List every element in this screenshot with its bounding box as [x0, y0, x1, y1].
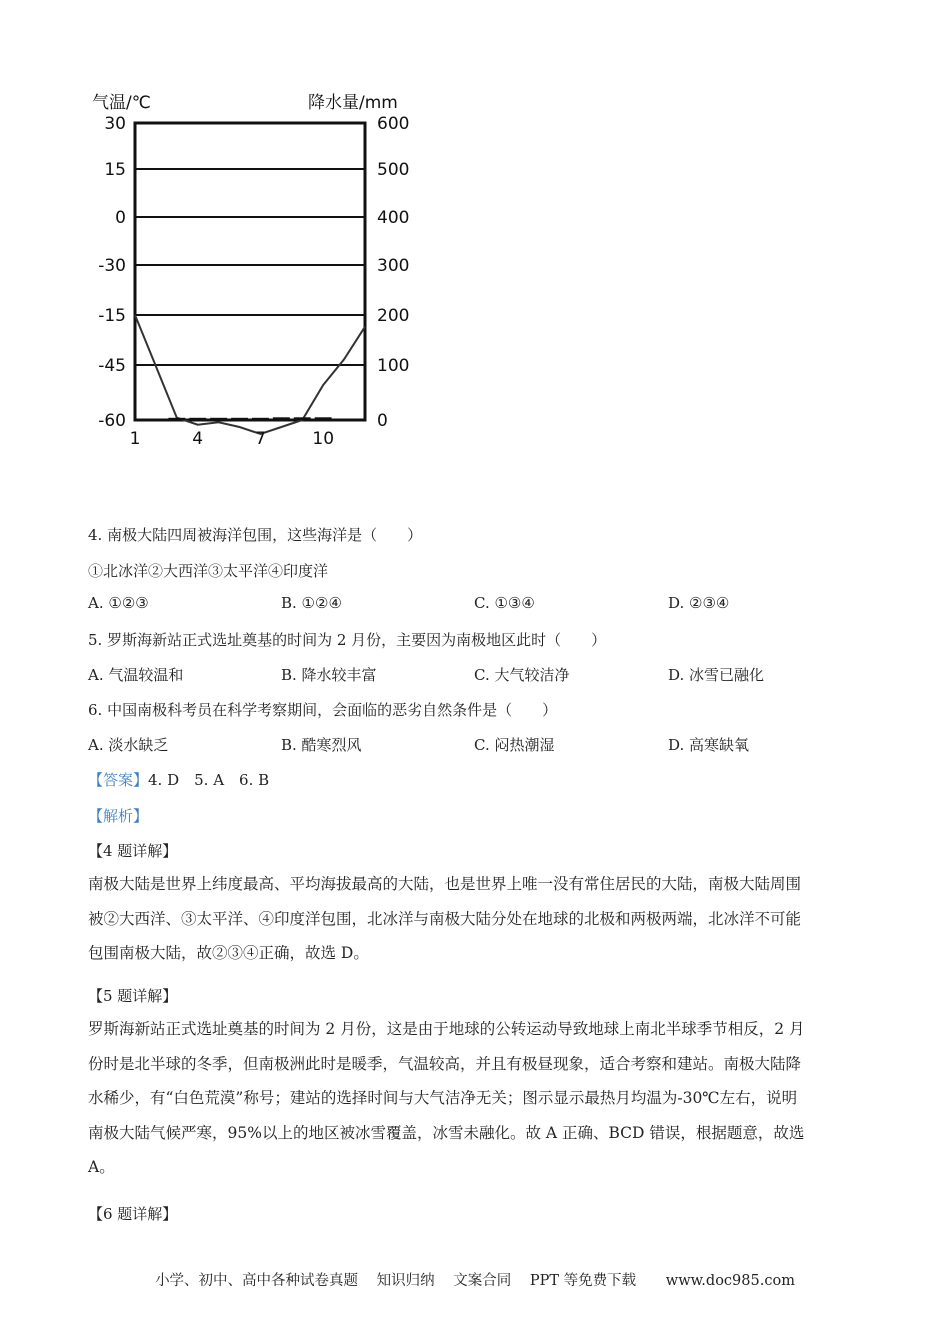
question-5-stem: 5. 罗斯海新站正式选址奠基的时间为 2 月份，主要因为南极地区此时（ ）	[88, 631, 607, 649]
question-4-option-a: A. ①②③	[88, 594, 149, 612]
climate-chart	[80, 80, 440, 470]
question-4-option-b: B. ①②④	[281, 594, 342, 612]
detail-5-line: 水稀少，有“白色荒漠”称号；建站的选择时间与大气洁净无关；图示显示最热月均温为-30℃左右，说明	[88, 1089, 798, 1107]
detail-5-line: 份时是北半球的冬季，但南极洲此时是暖季，气温较高，并且有极昼现象，适合考察和建站。南极大陆降	[88, 1054, 802, 1073]
analysis-tag: 【解析】	[88, 807, 149, 825]
right-tick-label: 200	[377, 306, 410, 326]
x-tick-label: 7	[255, 429, 266, 449]
left-tick-label: -45	[98, 356, 126, 376]
question-4-statements: ①北冰洋②大西洋③太平洋④印度洋	[88, 562, 329, 580]
footer-item: PPT 等免费下载	[529, 1273, 637, 1289]
page-footer	[0, 1269, 950, 1290]
question-6-option-c: C. 闷热潮湿	[474, 736, 555, 754]
precipitation-bar	[210, 418, 227, 420]
precipitation-bar	[231, 418, 248, 420]
left-tick-label: -60	[98, 411, 126, 431]
answer-text: 4. D 5. A 6. B	[148, 771, 270, 789]
precipitation-bar	[252, 418, 269, 420]
detail-5-body	[88, 1012, 868, 1185]
right-tick-label: 500	[377, 160, 410, 180]
x-tick-label: 4	[192, 429, 204, 449]
question-4-option-d: D. ②③④	[668, 594, 730, 612]
detail-5-line: A。	[88, 1158, 115, 1176]
x-tick-label: 10	[312, 429, 335, 449]
detail-4-line: 被②大西洋、③太平洋、④印度洋包围，北冰洋与南极大陆分处在地球的北极和两极两端，北冰洋不可能	[88, 909, 802, 928]
precipitation-bar	[315, 417, 332, 420]
footer-item: 小学、初中、高中各种试卷真题	[155, 1273, 359, 1289]
detail-5-line: 南极大陆气候严寒，95%以上的地区被冰雪覆盖，冰雪未融化。故 A 正确、BCD 错误，根据题意，故选	[88, 1123, 805, 1142]
right-tick-label: 0	[377, 411, 388, 431]
detail-5-heading: 【5 题详解】	[88, 987, 178, 1005]
left-tick-label: 0	[115, 208, 126, 228]
question-6-option-b: B. 酷寒烈风	[281, 736, 362, 754]
detail-4-line: 包围南极大陆，故②③④正确，故选 D。	[88, 944, 369, 962]
right-tick-label: 300	[377, 256, 410, 276]
footer-item: 文案合同	[453, 1273, 512, 1289]
precipitation-bar	[273, 417, 290, 420]
detail-6-heading: 【6 题详解】	[88, 1205, 178, 1223]
detail-4-heading: 【4 题详解】	[88, 842, 178, 860]
detail-4-line: 南极大陆是世界上纬度最高、平均海拔最高的大陆，也是世界上唯一没有常住居民的大陆，南极大陆周围	[88, 875, 802, 893]
question-5-option-b: B. 降水较丰富	[281, 666, 377, 684]
answer-tag: 【答案】	[88, 771, 149, 789]
right-axis-label: 降水量/mm	[308, 93, 398, 113]
temperature-curve	[135, 315, 365, 434]
right-tick-label: 600	[377, 114, 410, 134]
footer-item: 知识归纳	[376, 1273, 435, 1289]
left-tick-label: 15	[104, 160, 126, 180]
x-tick-label: 1	[129, 429, 141, 449]
answer-line	[88, 769, 269, 790]
precipitation-bar	[168, 418, 185, 420]
question-6-option-a: A. 淡水缺乏	[88, 736, 169, 754]
question-6-option-d: D. 高寒缺氧	[668, 736, 750, 754]
question-5-option-c: C. 大气较洁净	[474, 666, 570, 684]
question-6-stem: 6. 中国南极科考员在科学考察期间，会面临的恶劣自然条件是（ ）	[88, 701, 558, 719]
left-tick-label: -30	[98, 256, 126, 276]
detail-4-body	[88, 867, 868, 971]
question-5-option-a: A. 气温较温和	[88, 666, 184, 684]
detail-5-line: 罗斯海新站正式选址奠基的时间为 2 月份，这是由于地球的公转运动导致地球上南北半球季节相反，2 月	[88, 1020, 805, 1038]
left-tick-label: -15	[98, 306, 126, 326]
question-5-option-d: D. 冰雪已融化	[668, 666, 765, 684]
left-tick-label: 30	[104, 114, 126, 134]
precipitation-bar	[189, 418, 206, 420]
question-4-stem: 4. 南极大陆四周被海洋包围，这些海洋是（ ）	[88, 526, 423, 544]
left-axis-label: 气温/℃	[92, 93, 151, 113]
question-4-option-c: C. ①③④	[474, 594, 535, 612]
precipitation-bar	[294, 417, 311, 420]
right-tick-label: 100	[377, 356, 410, 376]
footer-url[interactable]: www.doc985.com	[665, 1273, 795, 1289]
right-tick-label: 400	[377, 208, 410, 228]
